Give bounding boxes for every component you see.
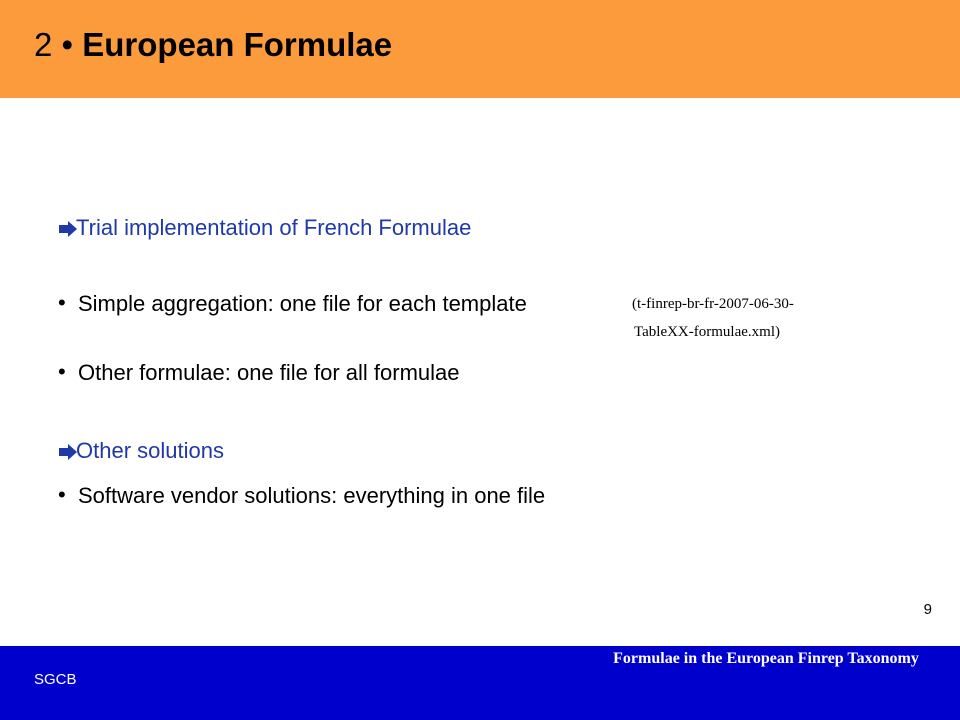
template-filename-line2: TableXX-formulae.xml) (634, 324, 780, 340)
slide-header (0, 0, 960, 98)
footer-presentation-title: Formulae in the European Finrep Taxonomy (613, 650, 919, 667)
title-text: European Formulae (82, 26, 393, 63)
title-number: 2 • (34, 26, 74, 63)
footer-organization: SGCB (34, 671, 77, 688)
template-filename-line1: (t-finrep-br-fr-2007-06-30- (632, 296, 794, 312)
section-heading-other-solutions: Other solutions (76, 438, 224, 463)
slide-footer (0, 646, 960, 720)
bullet-dot: • (58, 290, 66, 315)
bullet-simple-aggregation: Simple aggregation: one file for each template (78, 291, 527, 316)
slide-title (34, 26, 392, 64)
bullet-other-formulae: Other formulae: one file for all formulae (78, 360, 460, 385)
right-arrow-icon (58, 219, 78, 239)
section-heading-trial: Trial implementation of French Formulae (76, 215, 472, 240)
bullet-dot: • (58, 482, 66, 507)
bullet-dot: • (58, 359, 66, 384)
page-number: 9 (923, 601, 932, 618)
bullet-software-vendor: Software vendor solutions: everything in one file (78, 483, 546, 508)
right-arrow-icon (58, 442, 78, 462)
